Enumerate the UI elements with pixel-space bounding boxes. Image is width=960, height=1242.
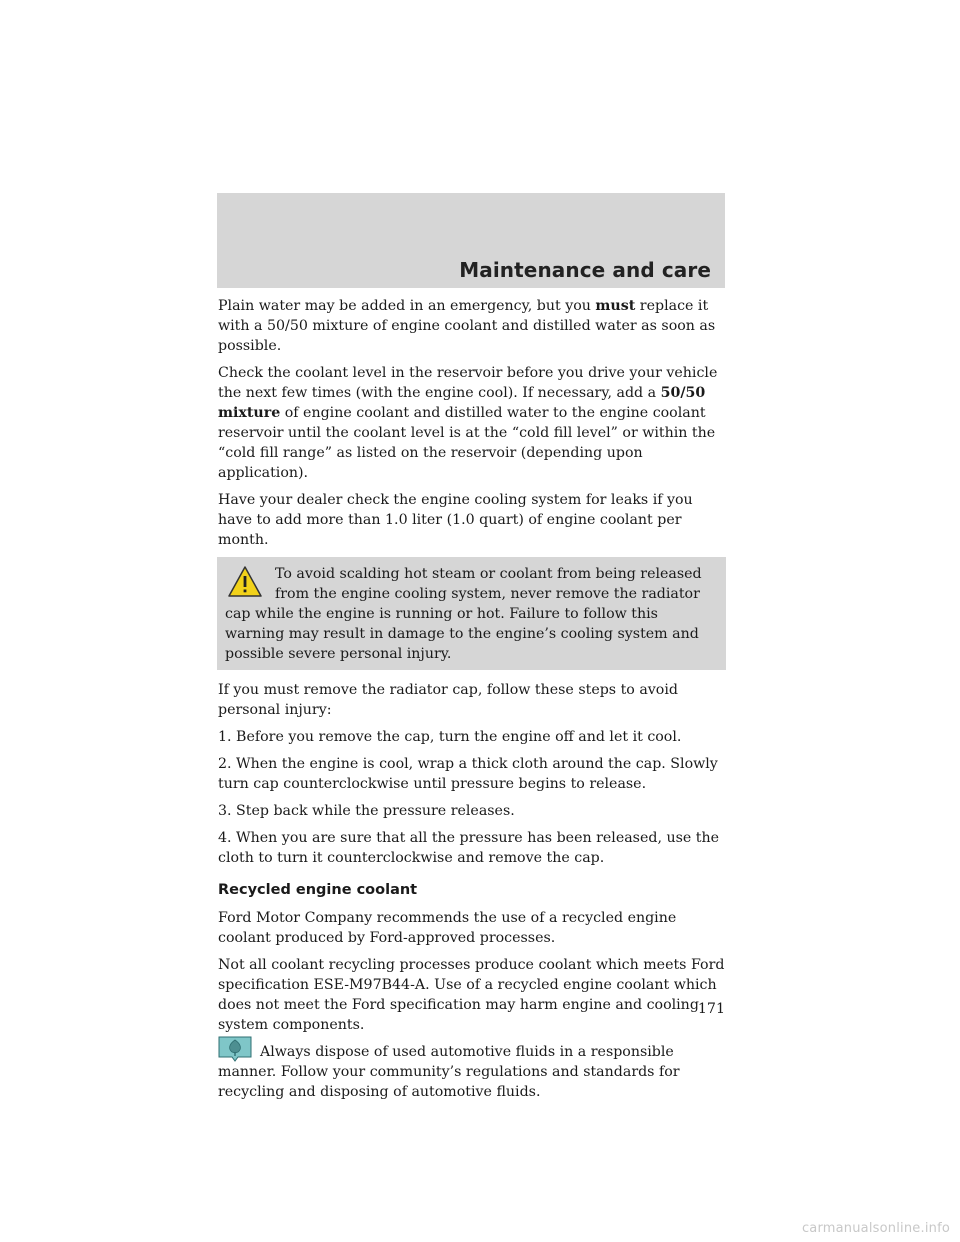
- warning-box: [217, 557, 726, 670]
- environment-note: [218, 1042, 726, 1102]
- paragraph-check-level: Check the coolant level in the reservoir before you drive your vehicle the next few times (with the engine cool). If necessary, add a 50/50 mixture of engine coolant and distilled water to the engine coolant reservoir until the coolant level is at the “cold fill level” or within the “cold fill range” as listed on the reservoir (depending upon application).: [218, 365, 718, 481]
- step-4: 4. When you are sure that all the pressure has been released, use the cloth to turn it counterclockwise and remove the cap.: [218, 830, 720, 866]
- paragraph-plain-water: Plain water may be added in an emergency, but you must replace it with a 50/50 mixture of engine coolant and distilled water as soon as possible.: [218, 298, 716, 354]
- paragraph-remove-cap: If you must remove the radiator cap, follow these steps to avoid personal injury:: [218, 682, 678, 718]
- watermark: carmanualsonline.info: [801, 1221, 950, 1236]
- tree-leaf-icon: [218, 1036, 252, 1062]
- paragraph-dealer-check: Have your dealer check the engine cooling system for leaks if you have to add more than 1.0 liter (1.0 quart) of engine coolant per month.: [218, 492, 693, 548]
- step-2: 2. When the engine is cool, wrap a thick cloth around the cap. Slowly turn cap counterclockwise until pressure begins to release.: [218, 756, 718, 792]
- heading-recycled-coolant: Recycled engine coolant: [218, 882, 418, 898]
- environment-note-text: Always dispose of used automotive fluids in a responsible manner. Follow your community’s regulations and standards for recycling and disposing of automotive fluids.: [218, 1044, 680, 1100]
- section-title: Maintenance and care: [459, 258, 711, 282]
- paragraph-recycling-spec: Not all coolant recycling processes produce coolant which meets Ford specification ESE-M97B44-A. Use of a recycled engine coolant which does not meet the Ford specification may harm engine and cooling system components.: [218, 957, 725, 1033]
- paragraph-ford-recommends: Ford Motor Company recommends the use of a recycled engine coolant produced by Ford-approved processes.: [218, 910, 677, 946]
- warning-text: To avoid scalding hot steam or coolant from being released from the engine cooling system, never remove the radiator cap while the engine is running or hot. Failure to follow this warning may result in damage to the engine’s cooling system and possible severe personal injury.: [225, 566, 702, 662]
- page-content: [218, 296, 726, 1109]
- page-number: 171: [697, 1001, 725, 1017]
- step-3: 3. Step back while the pressure releases.: [218, 803, 515, 819]
- header-band: [217, 193, 725, 288]
- warning-triangle-icon: [227, 565, 263, 599]
- step-1: 1. Before you remove the cap, turn the engine off and let it cool.: [218, 729, 682, 745]
